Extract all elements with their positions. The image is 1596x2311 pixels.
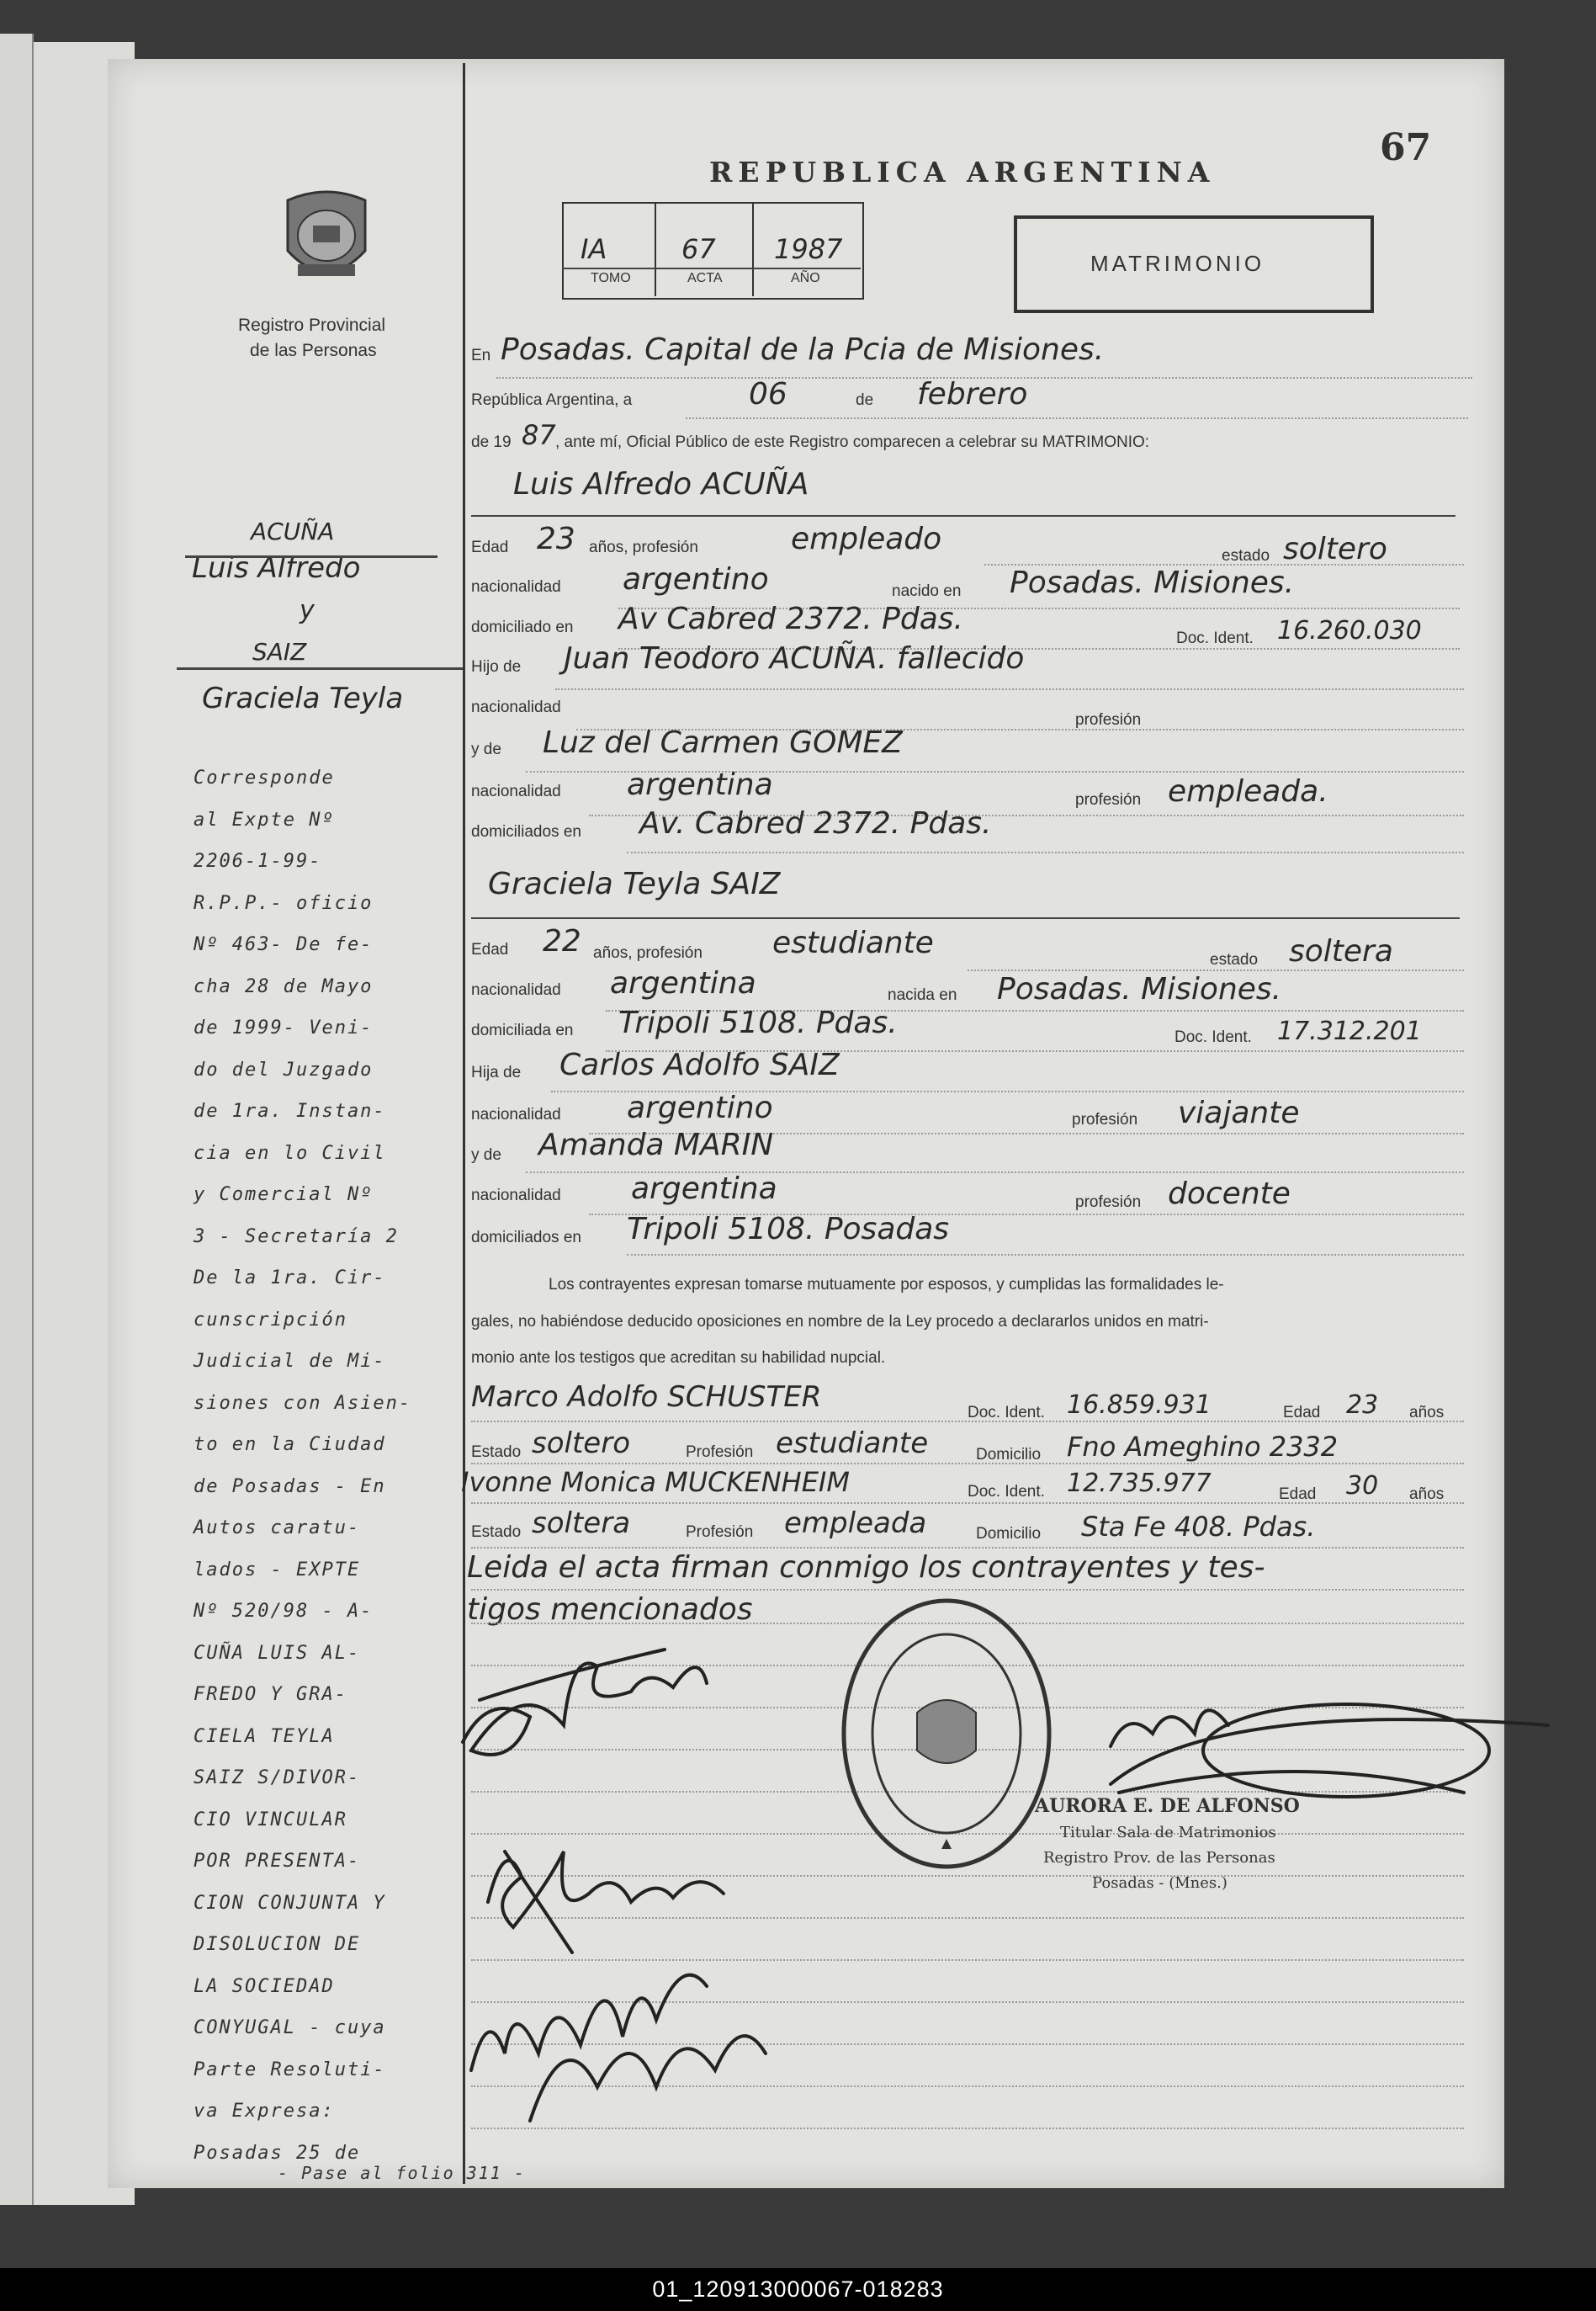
note-line: 3 - Secretaría 2 <box>194 1225 399 1247</box>
line <box>627 1254 1464 1256</box>
de-label: de <box>856 391 874 409</box>
note-line: siones con Asien- <box>194 1392 412 1414</box>
note-line: cia en lo Civil <box>194 1142 386 1164</box>
bride-doc: 17.312.201 <box>1277 1017 1422 1046</box>
note-line: CUÑA LUIS AL- <box>194 1642 361 1664</box>
year-value: 87 <box>522 419 556 451</box>
bride-father-prof-label: profesión <box>1072 1111 1138 1129</box>
declaration-line-1: Los contrayentes expresan tomarse mutuamente por esposos, y cumplidas las formalidades le- <box>549 1276 1224 1294</box>
strike-line <box>185 555 437 558</box>
registry-label-2: de las Personas <box>250 341 377 360</box>
margin-footer: - Pase al folio 311 - <box>278 2163 526 2183</box>
note-line: Corresponde <box>194 768 335 789</box>
witness2-edad: 30 <box>1346 1471 1379 1501</box>
groom-father-nac-label: nacionalidad <box>471 699 561 716</box>
witness1-profesion: estudiante <box>776 1426 929 1460</box>
note-line: Posadas 25 de <box>194 2142 361 2164</box>
bride-nacida: Posadas. Misiones. <box>997 972 1282 1007</box>
witness2-estado: soltera <box>532 1506 631 1540</box>
acta-value: 67 <box>681 233 716 265</box>
coat-of-arms-icon <box>279 183 374 293</box>
groom-profesion: empleado <box>791 522 942 556</box>
anio-value: 1987 <box>774 233 843 265</box>
note-line: al Expte Nº <box>194 809 335 831</box>
witness1-name: Marco Adolfo SCHUSTER <box>471 1380 822 1414</box>
witness1-doc: 16.859.931 <box>1067 1390 1212 1420</box>
witness1-edad: 23 <box>1346 1390 1379 1420</box>
note-line: do del Juzgado <box>194 1059 374 1081</box>
line <box>471 515 1455 517</box>
note-line: POR PRESENTA- <box>194 1851 361 1872</box>
witness1-profesion-label: Profesión <box>686 1443 754 1461</box>
note-line: Nº 463- De fe- <box>194 934 374 955</box>
line <box>471 917 1460 919</box>
margin-groom-surname: ACUÑA <box>251 518 335 545</box>
previous-page-edge <box>0 34 34 2205</box>
bride-father-nac-label: nacionalidad <box>471 1106 561 1124</box>
groom-father: Juan Teodoro ACUÑA. fallecido <box>564 641 1025 676</box>
bride-father-nac: argentino <box>627 1091 773 1125</box>
bride-mother-prof-label: profesión <box>1075 1193 1142 1211</box>
witness2-doc: 12.735.977 <box>1067 1469 1212 1498</box>
bride-edad: 22 <box>543 924 581 959</box>
witness2-anos-label: años <box>1409 1485 1445 1503</box>
note-line: cha 28 de Mayo <box>194 975 374 997</box>
note-line: lados - EXPTE <box>194 1559 361 1581</box>
groom-domicilio: Av Cabred 2372. Pdas. <box>618 602 963 636</box>
witness2-name: Ivonne Monica MUCKENHEIM <box>461 1466 850 1498</box>
bride-father: Carlos Adolfo SAIZ <box>559 1048 840 1082</box>
witness1-edad-label: Edad <box>1283 1404 1321 1421</box>
officer-stamp-city: Posadas - (Mnes.) <box>1092 1874 1227 1892</box>
box-divider <box>752 202 754 296</box>
note-line: DISOLUCION DE <box>194 1934 361 1955</box>
en-label: En <box>471 347 491 364</box>
officer-stamp-title: Titular Sala de Matrimonios <box>1060 1824 1276 1841</box>
line <box>471 1463 1464 1464</box>
bride-hija-label: Hija de <box>471 1064 522 1081</box>
tomo-value: IA <box>581 233 607 265</box>
witness1-doc-label: Doc. Ident. <box>968 1404 1045 1421</box>
witness1-domicilio-label: Domicilio <box>976 1446 1042 1464</box>
note-line: De la 1ra. Cir- <box>194 1267 386 1288</box>
note-line: cunscripción <box>194 1309 347 1331</box>
bride-parents-dom-label: domiciliados en <box>471 1229 581 1246</box>
groom-name: Luis Alfredo ACUÑA <box>513 467 809 502</box>
groom-edad-label: Edad <box>471 539 509 556</box>
note-line: SAIZ S/DIVOR- <box>194 1767 361 1788</box>
groom-mother-prof: empleada. <box>1168 774 1328 809</box>
margin-note <box>194 757 463 2174</box>
closing-line-2: tigos mencionados <box>467 1592 753 1627</box>
line <box>471 1421 1464 1422</box>
acta-label: ACTA <box>687 271 723 285</box>
bride-nacida-label: nacida en <box>888 986 957 1004</box>
line <box>555 688 1464 690</box>
note-line: Nº 520/98 - A- <box>194 1601 374 1622</box>
witness2-profesion-label: Profesión <box>686 1523 754 1541</box>
groom-estado-label: estado <box>1222 547 1270 565</box>
bride-mother: Amanda MARIN <box>538 1128 774 1162</box>
witness2-edad-label: Edad <box>1279 1485 1317 1503</box>
witness1-estado-label: Estado <box>471 1443 522 1461</box>
declaration-line-3: monio ante los testigos que acreditan su habilidad nupcial. <box>471 1349 886 1367</box>
groom-y-de-label: y de <box>471 741 501 758</box>
groom-parents-dom: Av. Cabred 2372. Pdas. <box>639 806 992 841</box>
bride-profesion-label: años, profesión <box>593 944 703 962</box>
scan-id-bar <box>0 2268 1596 2311</box>
margin-and: y <box>300 596 315 625</box>
box-rule <box>562 268 861 269</box>
scan-id: 01_120913000067-018283 <box>652 2276 944 2302</box>
note-line: LA SOCIEDAD <box>194 1975 335 1997</box>
groom-profesion-label: años, profesión <box>589 539 698 556</box>
line <box>471 1502 1464 1504</box>
groom-parents-dom-label: domiciliados en <box>471 823 581 841</box>
witness2-doc-label: Doc. Ident. <box>968 1483 1045 1501</box>
groom-edad: 23 <box>537 522 575 556</box>
groom-father-prof-label: profesión <box>1075 711 1142 729</box>
margin-groom-names: Luis Alfredo <box>192 551 361 585</box>
note-line: CONYUGAL - cuya <box>194 2017 386 2038</box>
bride-profesion: estudiante <box>772 926 934 960</box>
note-line: FREDO Y GRA- <box>194 1684 347 1705</box>
groom-nacionalidad: argentino <box>623 562 769 597</box>
declaration-line-2: gales, no habiéndose deducido oposiciones en nombre de la Ley procedo a declararlos unidos en matri- <box>471 1313 1209 1331</box>
bride-nacionalidad: argentina <box>610 966 756 1001</box>
note-line: Judicial de Mi- <box>194 1351 386 1372</box>
page-number: 67 <box>1380 126 1432 169</box>
margin-bride-surname: SAIZ <box>252 638 307 666</box>
note-line: de 1999- Veni- <box>194 1017 374 1039</box>
bride-name: Graciela Teyla SAIZ <box>488 867 781 901</box>
certificate-type: MATRIMONIO <box>1090 251 1265 276</box>
box-divider <box>655 202 656 296</box>
note-line: 2206-1-99- <box>194 851 322 872</box>
witness2-domicilio-label: Domicilio <box>976 1525 1042 1543</box>
note-line: R.P.P.- oficio <box>194 892 374 914</box>
bride-nacionalidad-label: nacionalidad <box>471 981 561 999</box>
day-value: 06 <box>749 377 787 412</box>
officer-stamp-org: Registro Prov. de las Personas <box>1043 1849 1275 1867</box>
bride-mother-prof: docente <box>1168 1177 1291 1211</box>
line <box>627 852 1464 853</box>
line <box>471 1589 1464 1591</box>
republica-label: República Argentina, a <box>471 391 633 409</box>
note-line: CIELA TEYLA <box>194 1725 335 1747</box>
witness2-domicilio: Sta Fe 408. Pdas. <box>1081 1511 1316 1543</box>
anio-label: AÑO <box>791 271 820 285</box>
bride-mother-nac-label: nacionalidad <box>471 1187 561 1204</box>
groom-mother-nac: argentina <box>627 768 773 802</box>
groom-nacionalidad-label: nacionalidad <box>471 578 561 596</box>
groom-doc: 16.260.030 <box>1277 616 1422 645</box>
groom-hijo-label: Hijo de <box>471 658 522 676</box>
tomo-label: TOMO <box>591 271 631 285</box>
bride-mother-nac: argentina <box>631 1171 777 1206</box>
bride-y-de-label: y de <box>471 1146 501 1164</box>
bride-domicilio-label: domiciliada en <box>471 1022 574 1039</box>
page-title: REPUBLICA ARGENTINA <box>709 156 1216 189</box>
groom-domicilio-label: domiciliado en <box>471 619 574 636</box>
bride-estado: soltera <box>1289 934 1393 969</box>
groom-mother: Luz del Carmen GOMEZ <box>543 725 903 760</box>
witness2-profesion: empleada <box>784 1506 927 1540</box>
closing-line-1: Leida el acta firman conmigo los contrayentes y tes- <box>467 1550 1265 1585</box>
note-line: to en la Ciudad <box>194 1434 386 1455</box>
bride-doc-label: Doc. Ident. <box>1174 1028 1252 1046</box>
note-line: y Comercial Nº <box>194 1184 374 1205</box>
note-line: de 1ra. Instan- <box>194 1101 386 1122</box>
bride-father-prof: viajante <box>1178 1096 1300 1130</box>
witness2-estado-label: Estado <box>471 1523 522 1541</box>
registry-label-1: Registro Provincial <box>238 316 386 335</box>
signatures <box>454 1599 1556 2138</box>
note-line: Autos caratu- <box>194 1517 361 1538</box>
groom-mother-nac-label: nacionalidad <box>471 783 561 800</box>
line <box>471 1547 1464 1549</box>
bride-edad-label: Edad <box>471 941 509 959</box>
place-value: Posadas. Capital de la Pcia de Misiones. <box>501 332 1105 367</box>
witness1-anos-label: años <box>1409 1404 1445 1421</box>
groom-doc-label: Doc. Ident. <box>1176 630 1254 647</box>
strike-line <box>177 667 463 670</box>
month-value: febrero <box>917 377 1028 412</box>
line <box>968 970 1464 971</box>
bride-domicilio: Tripoli 5108. Pdas. <box>618 1006 898 1040</box>
note-line: Parte Resoluti- <box>194 2059 386 2080</box>
bride-parents-dom: Tripoli 5108. Posadas <box>627 1212 950 1246</box>
groom-nacido: Posadas. Misiones. <box>1010 566 1295 600</box>
groom-estado: soltero <box>1283 532 1387 566</box>
witness1-estado: soltero <box>532 1426 630 1460</box>
note-line: va Expresa: <box>194 2101 335 2122</box>
note-line: de Posadas - En <box>194 1475 386 1497</box>
line <box>686 417 1468 419</box>
note-line: CIO VINCULAR <box>194 1809 347 1830</box>
witness1-domicilio: Fno Ameghino 2332 <box>1067 1431 1339 1463</box>
bride-estado-label: estado <box>1210 951 1259 969</box>
margin-bride-names: Graciela Teyla <box>202 682 404 715</box>
note-line: CION CONJUNTA Y <box>194 1892 386 1914</box>
groom-mother-prof-label: profesión <box>1075 791 1142 809</box>
year-prefix: de 19 <box>471 433 512 451</box>
officer-stamp-name: AURORA E. DE ALFONSO <box>1035 1795 1300 1817</box>
intro-statement: , ante mí, Oficial Público de este Registro comparecen a celebrar su MATRIMONIO: <box>555 433 1150 451</box>
groom-nacido-label: nacido en <box>892 582 962 600</box>
